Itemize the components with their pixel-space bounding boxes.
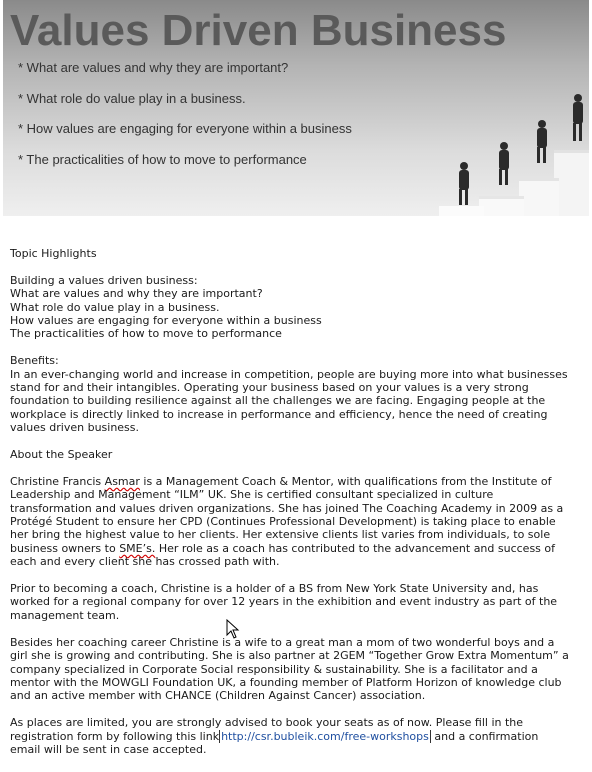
speaker-last-name: Asmar [104, 474, 140, 488]
staircase-businessmen-illustration [359, 0, 589, 216]
banner-title: Values Driven Business [10, 6, 507, 55]
topic-heading: Topic Highlights [10, 247, 97, 260]
topic-line: What role do value play in a business. [10, 300, 220, 314]
closing-paragraph [10, 716, 570, 756]
speaker-background-paragraph: Prior to becoming a coach, Christine is a holder of a BS from New York State University and, has worked for a regional company for over 12 years in the exhibition and event industry as part of the management team. [10, 582, 558, 622]
banner-bullet: * What role do value play in a business. [18, 90, 246, 106]
closing-text: As places are limited, you are strongly advised to book your seats as of now. Please fill in the registration form by following this link [10, 716, 524, 743]
sme-word: SME’s. [119, 541, 156, 555]
speaker-bio-text-end: Her role as a coach has contributed to the advancement and success of each and every client she has crossed path with. [10, 541, 556, 569]
document-body [10, 247, 570, 756]
topic-line: What are values and why they are important? [10, 287, 263, 301]
speaker-bio-text: is a Management Coach & Mentor, with qualifications from the Institute of Leadership and Management “ILM” UK. She is certified consultant specialized in culture transformation and values driven organizations. She has joined The Coaching Academy in 2009 as a Protégé Student to ensure her CPD (Continues Professional Development) is taking place to enable her bring the highest value to her clients. Her extensive clients list varies from individuals, to sole business owners to [10, 474, 564, 555]
closing-text-end: and a confirmation email will be sent in case accepted. [10, 729, 539, 756]
topic-line: Building a values driven business: [10, 273, 198, 287]
speaker-first-name: Christine Francis [10, 474, 105, 488]
banner-bullet: * How values are engaging for everyone within a business [18, 121, 352, 136]
topic-line: How values are engaging for everyone within a business [10, 314, 322, 328]
banner-bullet: * What are values and why they are important? [18, 60, 289, 75]
speaker-personal-paragraph: Besides her coaching career Christine is a wife to a great man a mom of two wonderful boys and a girl she is growing and contributing. She is also partner at 2GEM “Together Grow Extra Momentum” a company specialized in Corporate Social responsibility & sustainability. She is a facilitator and a mentor with the MOWGLI Foundation UK, a founding member of Platform Horizon of knowledge club and an active member with CHANCE (Children Against Cancer) association. [10, 635, 569, 703]
registration-link[interactable]: http://csr.bubleik.com/free-workshops [221, 729, 429, 743]
banner-image [3, 0, 589, 216]
speaker-heading: About the Speaker [10, 448, 113, 462]
benefits-heading: Benefits: [10, 354, 59, 368]
banner-bullet: * The practicalities of how to move to performance [18, 151, 307, 167]
mouse-pointer-icon [226, 619, 240, 639]
speaker-bio-paragraph [10, 475, 570, 569]
benefits-paragraph: In an ever-changing world and increase in competition, people are buying more into what businesses stand for and their intangibles. Operating your business based on your values is a very strong foundation to building resilience against all the challenges we are facing. Engaging people at the workplace is directly linked to increase in performance and efficiency, hence the need of creating values driven business. [10, 367, 568, 435]
topic-line: The practicalities of how to move to performance [10, 327, 282, 341]
banner-bullet-list [18, 60, 352, 182]
